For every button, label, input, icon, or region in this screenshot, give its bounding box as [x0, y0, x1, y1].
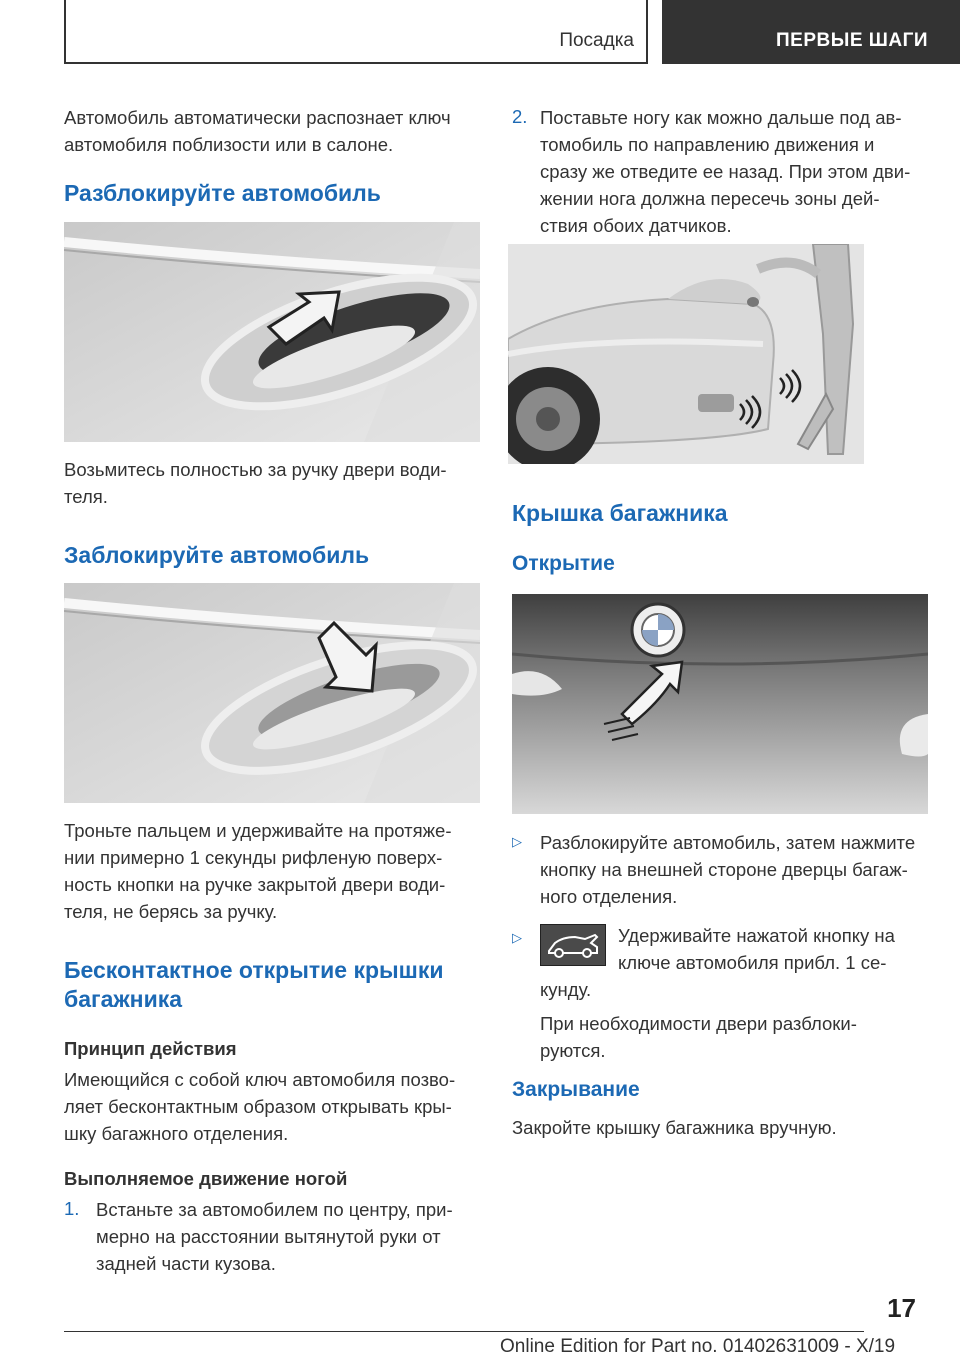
heading-lock: Заблокируйте автомобиль [64, 542, 370, 568]
principle-line-1: Имеющийся с собой ключ автомобиля позво- [64, 1069, 456, 1090]
door-handle-lock-image [64, 583, 480, 803]
heading-open: Открытие [512, 552, 615, 575]
heading-trunk: Крышка багажника [512, 500, 728, 526]
bullet-1-line-1: Разблокируйте автомобиль, затем нажмите [540, 832, 916, 853]
door-handle-unlock-image [64, 222, 480, 442]
bullet-2-line-3: кунду. [540, 979, 592, 1000]
bullet-2-line-2: ключе автомобиля прибл. 1 се- [618, 952, 887, 973]
step-1-line-1: Встаньте за автомобилем по центру, при- [96, 1199, 453, 1220]
heading-principle: Принцип действия [64, 1038, 237, 1059]
heading-motion: Выполняемое движение ногой [64, 1168, 348, 1189]
lock-text-line-1: Троньте пальцем и удерживайте на протяже- [64, 820, 452, 841]
foot-sensor-image [508, 244, 864, 464]
heading-unlock: Разблокируйте автомобиль [64, 180, 381, 206]
heading-close: Закрывание [512, 1078, 640, 1101]
trunk-car-key-icon [540, 924, 606, 966]
heading-contactless-line-1: Бесконтактное открытие крышки [64, 957, 444, 983]
lock-text-line-4: теля, не берясь за ручку. [64, 901, 278, 922]
step-1-number: 1. [64, 1198, 80, 1219]
step-2-line-2: томобиль по направлению движения и [540, 134, 875, 155]
lock-text-line-2: нии примерно 1 секунды рифленую поверх- [64, 847, 443, 868]
bullet-2-marker: ▷ [512, 930, 522, 945]
step-2-number: 2. [512, 106, 528, 127]
header-chapter-box [662, 0, 960, 64]
unlock-text-line-1: Возьмитесь полностью за ручку двери води- [64, 459, 447, 480]
step-2-line-5: ствия обоих датчиков. [540, 215, 732, 236]
header-section-box [64, 0, 648, 64]
step-2-line-4: жении нога должна пересечь зоны дей- [540, 188, 880, 209]
page-number: 17 [887, 1293, 916, 1323]
bullet-2-note-line-1: При необходимости двери разблоки- [540, 1013, 857, 1034]
bullet-2-note-line-2: руются. [540, 1040, 606, 1061]
bullet-1-line-3: ного отделения. [540, 886, 678, 907]
lock-text-line-3: ность кнопки на ручке закрытой двери води- [64, 874, 446, 895]
footer-edition: Online Edition for Part no. 01402631009 - X/19 [500, 1336, 896, 1357]
close-text: Закройте крышку багажника вручную. [512, 1117, 837, 1138]
heading-contactless-line-2: багажника [64, 986, 183, 1012]
principle-line-2: ляет бесконтактным образом открывать кры- [64, 1096, 452, 1117]
header-section-title: Посадка [559, 30, 634, 51]
intro-line-2: автомобиля поблизости или в салоне. [64, 134, 394, 155]
bullet-1-marker: ▷ [512, 834, 522, 849]
step-1-line-3: задней части кузова. [96, 1253, 276, 1274]
unlock-text-line-2: теля. [64, 486, 108, 507]
bullet-1-line-2: кнопку на внешней стороне дверцы багаж- [540, 859, 908, 880]
principle-line-3: шку багажного отделения. [64, 1123, 289, 1144]
intro-line-1: Автомобиль автоматически распознает ключ [64, 107, 451, 128]
header-chapter-title: ПЕРВЫЕ ШАГИ [776, 30, 929, 51]
step-2-line-1: Поставьте ногу как можно дальше под ав- [540, 107, 902, 128]
footer-rule [64, 1331, 864, 1332]
step-2-line-3: сразу же отведите ее назад. При этом дви- [540, 161, 911, 182]
trunk-button-image [512, 594, 928, 814]
bullet-2-line-1: Удерживайте нажатой кнопку на [618, 925, 895, 946]
step-1-line-2: мерно на расстоянии вытянутой руки от [96, 1226, 441, 1247]
